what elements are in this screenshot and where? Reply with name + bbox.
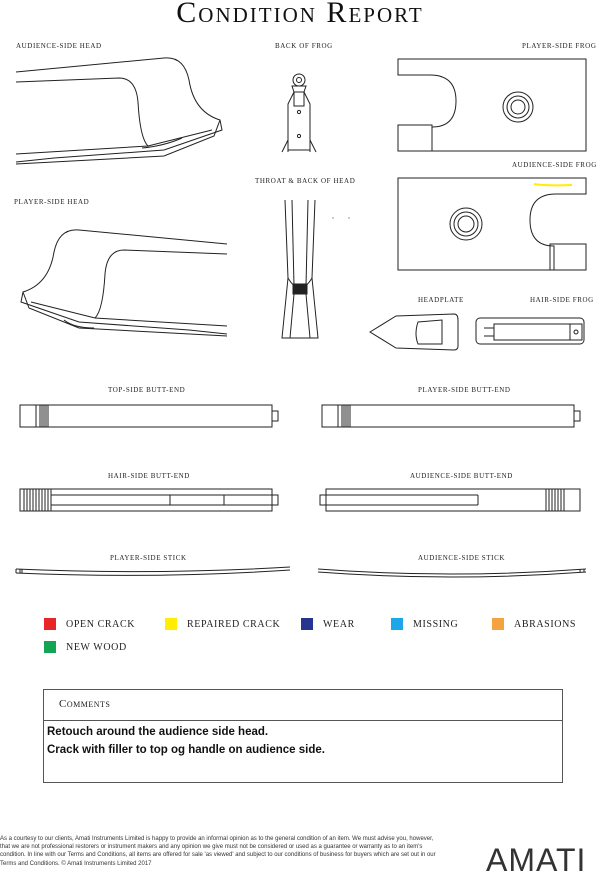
back-of-frog-diagram [280,70,320,156]
label-headplate: HEADPLATE [418,296,464,304]
legend-label: OPEN CRACK [66,618,136,630]
audience-side-stick-diagram [316,563,590,579]
audience-side-butt-end-diagram [320,487,582,513]
label-player-side-butt-end: PLAYER-SIDE BUTT-END [418,386,511,394]
legend-swatch-missing [391,618,403,630]
legend-swatch-wear [301,618,313,630]
legend-swatch-new-wood [44,641,56,653]
legend-item-open-crack [44,618,135,630]
page-title: Condition Report [176,0,424,29]
legend-label: NEW WOOD [66,641,127,653]
comments-body[interactable] [44,721,562,756]
legend-swatch-abrasions [492,618,504,630]
label-audience-side-stick: AUDIENCE-SIDE STICK [418,554,506,562]
legend-item-new-wood [44,641,127,653]
legend-label: WEAR [323,618,355,630]
legend-swatch-repaired-crack [165,618,177,630]
legend-item-wear [301,618,355,630]
player-side-stick-diagram [14,563,294,579]
label-player-side-head: PLAYER-SIDE HEAD [14,198,90,206]
hair-side-butt-end-diagram [18,487,280,513]
label-hair-side-frog: HAIR-SIDE FROG [530,296,594,304]
player-side-butt-end-diagram [320,403,582,429]
legend-item-repaired-crack [165,618,280,630]
player-side-frog-diagram [396,57,588,153]
headplate-diagram [368,312,460,352]
label-audience-side-butt-end: AUDIENCE-SIDE BUTT-END [410,472,513,480]
throat-mark [330,214,355,222]
audience-side-head-diagram [14,50,229,175]
label-player-side-frog: PLAYER-SIDE FROG [522,42,597,50]
amati-logo: AMATI [486,842,587,878]
legend-item-missing [391,618,458,630]
label-player-side-stick: PLAYER-SIDE STICK [110,554,187,562]
label-audience-side-head: AUDIENCE-SIDE HEAD [16,42,102,50]
legend-label: REPAIRED CRACK [187,618,281,630]
label-audience-side-frog: AUDIENCE-SIDE FROG [512,161,597,169]
comments-heading: Comments [44,690,562,721]
throat-back-of-head-diagram [280,198,320,340]
legend-label: ABRASIONS [514,618,577,630]
legend-label: MISSING [413,618,459,630]
audience-side-frog-diagram [396,176,588,272]
hair-side-frog-diagram [474,316,586,346]
top-side-butt-end-diagram [18,403,280,429]
player-side-head-diagram [14,222,229,347]
comments-box [43,689,563,783]
label-throat-back-of-head: THROAT & BACK OF HEAD [255,177,356,185]
label-hair-side-butt-end: HAIR-SIDE BUTT-END [108,472,190,480]
comment-line: Retouch around the audience side head. [47,726,269,738]
label-top-side-butt-end: TOP-SIDE BUTT-END [108,386,186,394]
label-back-of-frog: BACK OF FROG [275,42,333,50]
comment-line: Crack with filler to top og handle on audience side. [47,744,325,756]
disclaimer-text: As a courtesy to our clients, Amati Instruments Limited is happy to provide an informal opinion as to the general condition of an item. We must advise you, however, that we are not professional restorers or instrument makers and any opinion we give must not be considered or used as a guarantee or warranty as to an item's condition. In line with our Terms and Conditions, all items are offered for sale 'as viewed' and subject to our conditions of business for buyers which are set out in our Terms and Conditions. © Amati Instruments Limited 2017 [0,836,436,867]
legend-item-abrasions [492,618,576,630]
legend-swatch-open-crack [44,618,56,630]
